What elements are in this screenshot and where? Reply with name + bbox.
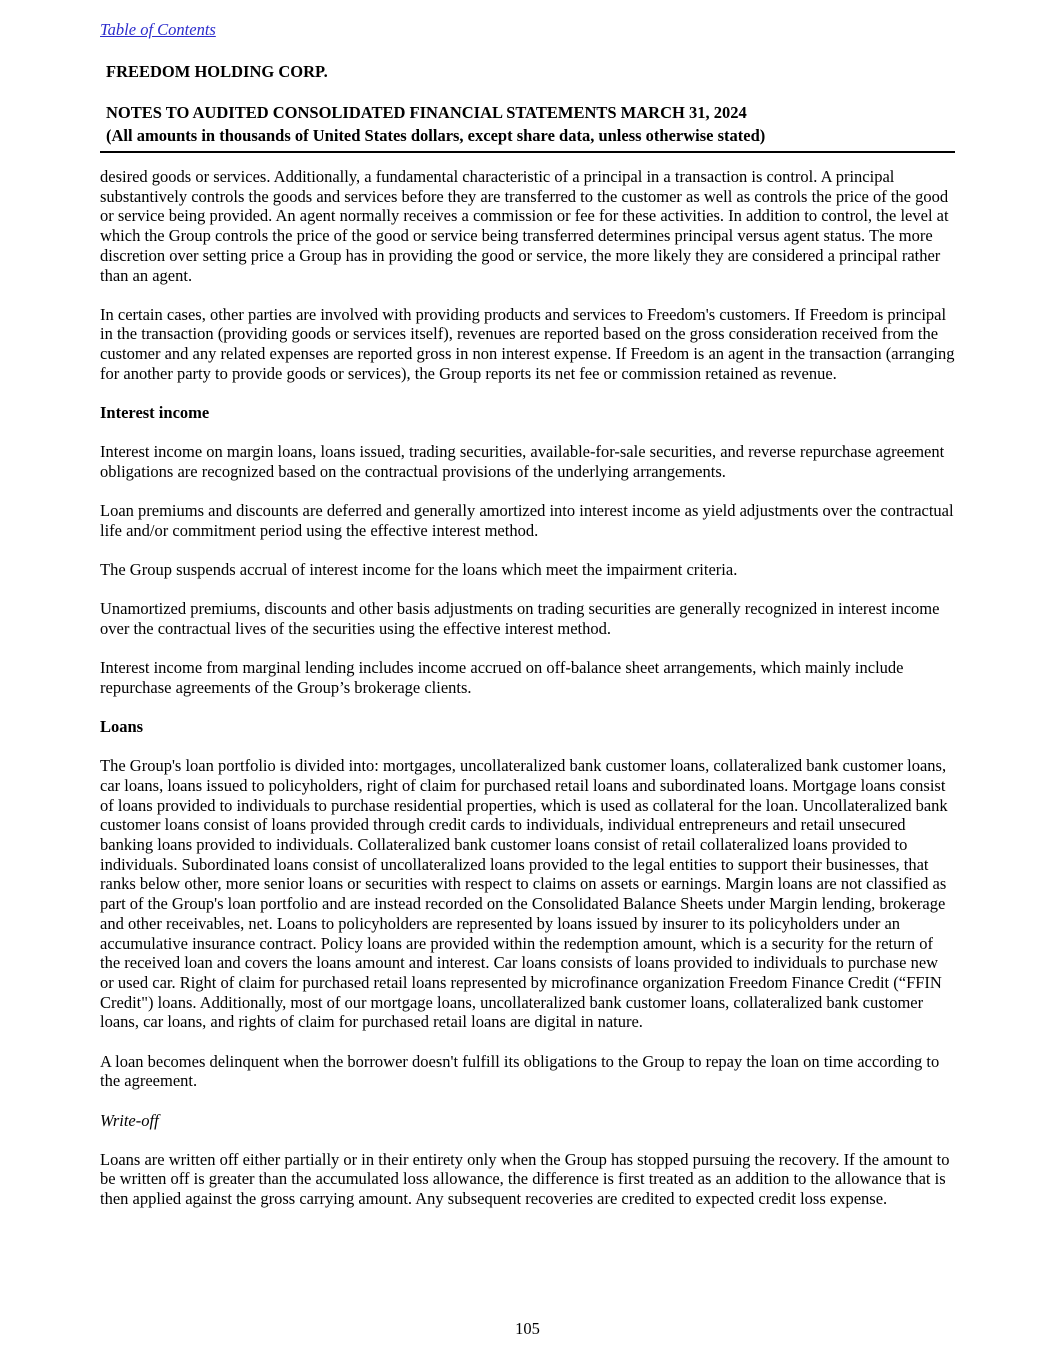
paragraph-unamortized-premiums: Unamortized premiums, discounts and other basis adjustments on trading securities are generally recognized in interest income over the contractual lives of the securities using the effective interest method.	[100, 599, 940, 638]
heading-interest-income: Interest income	[100, 403, 210, 423]
company-name: FREEDOM HOLDING CORP.	[106, 62, 328, 81]
paragraph-principal-control: desired goods or services. Additionally, a fundamental characteristic of a principal in a transaction is control. A principal substantively controls the goods and services before they are transferred to the customer as well as controls the price of the good or service being provided. An agent normally receives a commission or fee for these activities. In addition to control, the level at which the Group controls the price of the good or service being transferred determines principal versus agent status. The more discretion over setting price a Group has in providing the good or service, the more likely they are considered a principal rather than an agent.	[100, 167, 949, 285]
page-number: 105	[515, 1319, 540, 1338]
paragraph-loan-premiums: Loan premiums and discounts are deferred and generally amortized into interest income as yield adjustments over the contractual life and/or commitment period using the effective interest method.	[100, 501, 954, 540]
heading-loans: Loans	[100, 717, 144, 737]
paragraph-delinquent-loan: A loan becomes delinquent when the borrower doesn't fulfill its obligations to the Group to repay the loan on time according to the agreement.	[100, 1051, 940, 1091]
paragraph-interest-income-recognition: Interest income on margin loans, loans issued, trading securities, available-for-sale securities, and reverse repurchase agreement obligations are recognized based on the contractual provisions of the underlying arrangements.	[100, 442, 945, 481]
table-of-contents-link[interactable]: Table of Contents	[100, 20, 216, 39]
paragraph-suspend-accrual: The Group suspends accrual of interest income for the loans which meet the impairment criteria.	[100, 560, 738, 580]
heading-write-off: Write-off	[100, 1110, 159, 1130]
document-title-line1: NOTES TO AUDITED CONSOLIDATED FINANCIAL STATEMENTS MARCH 31, 2024	[106, 103, 747, 122]
document-body	[100, 167, 955, 1209]
document-title-block	[100, 101, 955, 147]
paragraph-marginal-lending: Interest income from marginal lending includes income accrued on off-balance sheet arrangements, which mainly include repurchase agreements of the Group’s brokerage clients.	[100, 658, 904, 697]
header-divider	[100, 151, 955, 153]
paragraph-agent-principal: In certain cases, other parties are involved with providing products and services to Freedom's customers. If Freedom is principal in the transaction (providing goods or services itself), revenues are reported based on the gross consideration received from the customer and any related expenses are reported gross in non interest expense. If Freedom is an agent in the transaction (arranging for another party to provide goods or services), the Group reports its net fee or commission retained as revenue.	[100, 304, 955, 383]
paragraph-write-off-policy: Loans are written off either partially or in their entirety only when the Group has stopped pursuing the recovery. If the amount to be written off is greater than the accumulated loss allowance, the difference is first treated as an addition to the allowance that is then applied against the gross carrying amount. Any subsequent recoveries are credited to expected credit loss expense.	[100, 1149, 950, 1209]
document-title-line2: (All amounts in thousands of United States dollars, except share data, unless otherwise stated)	[106, 126, 766, 145]
paragraph-loan-portfolio: The Group's loan portfolio is divided into: mortgages, uncollateralized bank customer loans, collateralized bank customer loans, car loans, loans issued to policyholders, right of claim for purchased retail loans and subordinated loans. Mortgage loans consist of loans provided to individuals to purchase residential properties, which is used as collateral for the loan. Uncollateralized bank customer loans consist of loans provided through credit cards to individuals, individual entrepreneurs and retail unsecured banking loans provided to individuals. Collateralized bank customer loans consist of retail collateralized loans provided to individuals. Subordinated loans consist of uncollateralized loans provided to the legal entities to support their businesses, that ranks below other, more senior loans or securities with respect to claims on assets or earnings. Margin loans are not classified as part of the Group's loan portfolio and are instead recorded on the Consolidated Balance Sheets under Margin lending, brokerage and other receivables, net. Loans to policyholders are represented by loans issued by insurer to its policyholders under an accumulative insurance contract. Policy loans are provided within the redemption amount, which is a security for the return of the received loan and covers the loans amount and interest. Car loans consists of loans provided to individuals to purchase new or used car. Right of claim for purchased retail loans represented by microfinance organization Freedom Finance Credit (“FFIN Credit") loans. Additionally, most of our mortgage loans, uncollateralized bank customer loans, collateralized bank customer loans, car loans, and rights of claim for purchased retail loans are digital in nature.	[100, 756, 948, 1032]
